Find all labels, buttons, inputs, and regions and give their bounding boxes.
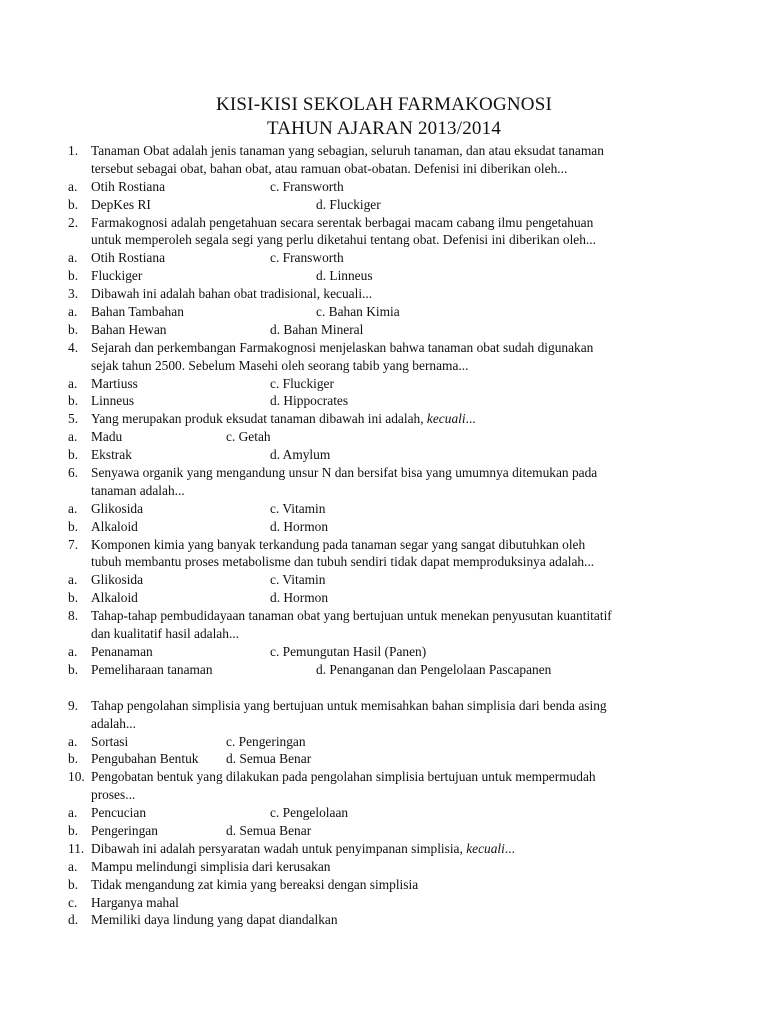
option-b: Tidak mengandung zat kimia yang bereaksi dengan simplisia	[91, 876, 419, 892]
option-label: b.	[68, 876, 79, 892]
option-label: a.	[68, 429, 78, 445]
option-d: d. Hormon	[270, 518, 329, 534]
question-6	[0, 464, 768, 482]
option-a: Madu	[91, 429, 123, 445]
option-row	[0, 858, 768, 876]
option-a: Mampu melindungi simplisia dari kerusakan	[91, 858, 331, 874]
option-label: a.	[68, 304, 78, 320]
option-b: Bahan Hewan	[91, 321, 167, 337]
question-text-continuation	[0, 160, 768, 178]
question-number: 11.	[68, 840, 85, 856]
option-row	[0, 196, 768, 214]
option-label: a.	[68, 500, 78, 516]
question-number: 3.	[68, 286, 79, 302]
option-row	[0, 733, 768, 751]
option-c: c. Bahan Kimia	[316, 304, 400, 320]
question-number: 10.	[68, 769, 85, 785]
option-c: c. Pengelolaan	[270, 805, 349, 821]
option-label: c.	[68, 894, 78, 910]
document-title: KISI-KISI SEKOLAH FARMAKOGNOSI	[215, 94, 553, 115]
question-4	[0, 339, 768, 357]
option-label: a.	[68, 858, 78, 874]
question-text: Sejarah dan perkembangan Farmakognosi menjelaskan bahwa tanaman obat sudah digunakan	[91, 339, 594, 355]
option-b: Alkaloid	[91, 518, 138, 534]
question-text: Dibawah ini adalah bahan obat tradisional, kecuali...	[91, 286, 373, 302]
option-label: d.	[68, 912, 79, 928]
option-b: Ekstrak	[91, 447, 132, 463]
option-a: Otih Rostiana	[91, 250, 166, 266]
question-number: 4.	[68, 339, 79, 355]
option-row	[0, 911, 768, 929]
option-d: Memiliki daya lindung yang dapat diandalkan	[91, 912, 338, 928]
question-text: Dibawah ini adalah persyaratan wadah untuk penyimpanan simplisia, kecuali...	[91, 840, 515, 856]
option-b: Pengubahan Bentuk	[91, 751, 199, 767]
question-text: Tanaman Obat adalah jenis tanaman yang sebagian, seluruh tanaman, dan atau eksudat tanaman	[91, 143, 604, 158]
option-label: a.	[68, 643, 78, 659]
question-number: 9.	[68, 697, 79, 713]
option-label: b.	[68, 196, 79, 212]
option-row	[0, 178, 768, 196]
option-label: b.	[68, 518, 79, 534]
question-number: 6.	[68, 465, 79, 481]
option-row	[0, 375, 768, 393]
question-text: Tahap pengolahan simplisia yang bertujuan untuk memisahkan bahan simplisia dari benda asing	[91, 697, 607, 713]
option-d: d. Amylum	[270, 447, 331, 463]
option-c: c. Vitamin	[270, 572, 326, 588]
option-a: Bahan Tambahan	[91, 304, 184, 320]
option-d: d. Semua Benar	[226, 822, 312, 838]
option-row	[0, 750, 768, 768]
option-row	[0, 500, 768, 518]
question-text: untuk memperoleh segala segi yang perlu diketahui tentang obat. Defenisi ini diberikan oleh...	[91, 232, 596, 248]
option-row	[0, 249, 768, 267]
option-row	[0, 518, 768, 536]
option-label: b.	[68, 393, 79, 409]
option-c: c. Fransworth	[270, 250, 344, 266]
option-row	[0, 392, 768, 410]
option-a: Martiuss	[91, 375, 138, 391]
option-row	[0, 303, 768, 321]
option-d: d. Semua Benar	[226, 751, 312, 767]
question-text-continuation	[0, 786, 768, 804]
option-c: c. Fluckiger	[270, 375, 334, 391]
option-b: DepKes RI	[91, 196, 151, 212]
option-row	[0, 643, 768, 661]
question-number: 7.	[68, 536, 79, 552]
question-text: Yang merupakan produk eksudat tanaman dibawah ini adalah, kecuali...	[91, 411, 476, 427]
question-10	[0, 768, 768, 786]
option-label: a.	[68, 250, 78, 266]
option-c: c. Fransworth	[270, 178, 344, 194]
question-text: tersebut sebagai obat, bahan obat, atau ramuan obat-obatan. Defenisi ini diberikan oleh...	[91, 160, 568, 176]
question-number: 5.	[68, 411, 79, 427]
question-text: tubuh membantu proses metabolisme dan tubuh sendiri tidak dapat memproduksinya adalah...	[91, 554, 595, 570]
question-text-continuation	[0, 357, 768, 375]
option-row	[0, 894, 768, 912]
question-11	[0, 840, 768, 858]
option-c: c. Vitamin	[270, 500, 326, 516]
option-label: a.	[68, 805, 78, 821]
option-c: c. Pemungutan Hasil (Panen)	[270, 643, 427, 659]
option-row	[0, 321, 768, 339]
question-text-continuation	[0, 553, 768, 571]
question-text: sejak tahun 2500. Sebelum Masehi oleh seorang tabib yang bernama...	[91, 357, 469, 373]
question-8	[0, 607, 768, 625]
option-row	[0, 267, 768, 285]
question-list	[0, 142, 768, 929]
option-d: d. Bahan Mineral	[270, 321, 364, 337]
question-number: 8.	[68, 608, 79, 624]
question-number: 1.	[68, 143, 79, 158]
option-row	[0, 822, 768, 840]
question-text: proses...	[91, 787, 136, 803]
option-b: Pemeliharaan tanaman	[91, 661, 213, 677]
question-text: dan kualitatif hasil adalah...	[91, 626, 239, 642]
question-9	[0, 697, 768, 715]
emphasis-text: kecuali	[426, 411, 466, 427]
option-c: c. Pengeringan	[226, 733, 306, 749]
option-row	[0, 804, 768, 822]
option-row	[0, 589, 768, 607]
option-a: Otih Rostiana	[91, 178, 166, 194]
document-subtitle: TAHUN AJARAN 2013/2014	[266, 118, 502, 139]
option-c: c. Getah	[226, 429, 271, 445]
question-text-continuation	[0, 482, 768, 500]
question-text: Senyawa organik yang mengandung unsur N dan bersifat bisa yang umumnya ditemukan pada	[91, 465, 598, 481]
option-label: b.	[68, 751, 79, 767]
question-text: Farmakognosi adalah pengetahuan secara serentak berbagai macam cabang ilmu pengetahuan	[91, 214, 594, 230]
option-a: Glikosida	[91, 500, 144, 516]
question-text-continuation	[0, 625, 768, 643]
option-a: Glikosida	[91, 572, 144, 588]
option-b: Fluckiger	[91, 268, 143, 284]
option-a: Sortasi	[91, 733, 129, 749]
option-label: a.	[68, 178, 78, 194]
option-label: b.	[68, 822, 79, 838]
option-b: Pengeringan	[91, 822, 158, 838]
question-5	[0, 410, 768, 428]
question-text: Tahap-tahap pembudidayaan tanaman obat yang bertujuan untuk menekan penyusutan kuantitatif	[91, 608, 612, 624]
question-text: Komponen kimia yang banyak terkandung pada tanaman segar yang sangat dibutuhkan oleh	[91, 536, 586, 552]
option-label: a.	[68, 375, 78, 391]
option-a: Pencucian	[91, 805, 147, 821]
question-number: 2.	[68, 214, 79, 230]
question-text-continuation	[0, 715, 768, 733]
option-d: d. Linneus	[316, 268, 373, 284]
question-1	[0, 142, 768, 160]
question-text-continuation	[0, 231, 768, 249]
question-2	[0, 214, 768, 232]
option-label: a.	[68, 733, 78, 749]
question-text: adalah...	[91, 715, 136, 731]
question-3	[0, 285, 768, 303]
option-label: b.	[68, 661, 79, 677]
option-d: d. Hippocrates	[270, 393, 349, 409]
option-d: d. Penanganan dan Pengelolaan Pascapanen	[316, 661, 552, 677]
option-row	[0, 571, 768, 589]
option-d: d. Fluckiger	[316, 196, 381, 212]
question-text: tanaman adalah...	[91, 482, 185, 498]
option-row	[0, 876, 768, 894]
option-b: Alkaloid	[91, 590, 138, 606]
blank-line	[0, 679, 768, 697]
option-c: Harganya mahal	[91, 894, 179, 910]
question-text: Pengobatan bentuk yang dilakukan pada pengolahan simplisia bertujuan untuk mempermudah	[91, 769, 596, 785]
option-label: b.	[68, 268, 79, 284]
option-row	[0, 428, 768, 446]
option-d: d. Hormon	[270, 590, 329, 606]
option-b: Linneus	[91, 393, 135, 409]
option-row	[0, 446, 768, 464]
question-7	[0, 536, 768, 554]
emphasis-text: kecuali	[466, 840, 505, 856]
option-a: Penanaman	[91, 643, 153, 659]
option-label: b.	[68, 590, 79, 606]
option-row	[0, 661, 768, 679]
option-label: a.	[68, 572, 78, 588]
option-label: b.	[68, 447, 79, 463]
option-label: b.	[68, 321, 79, 337]
